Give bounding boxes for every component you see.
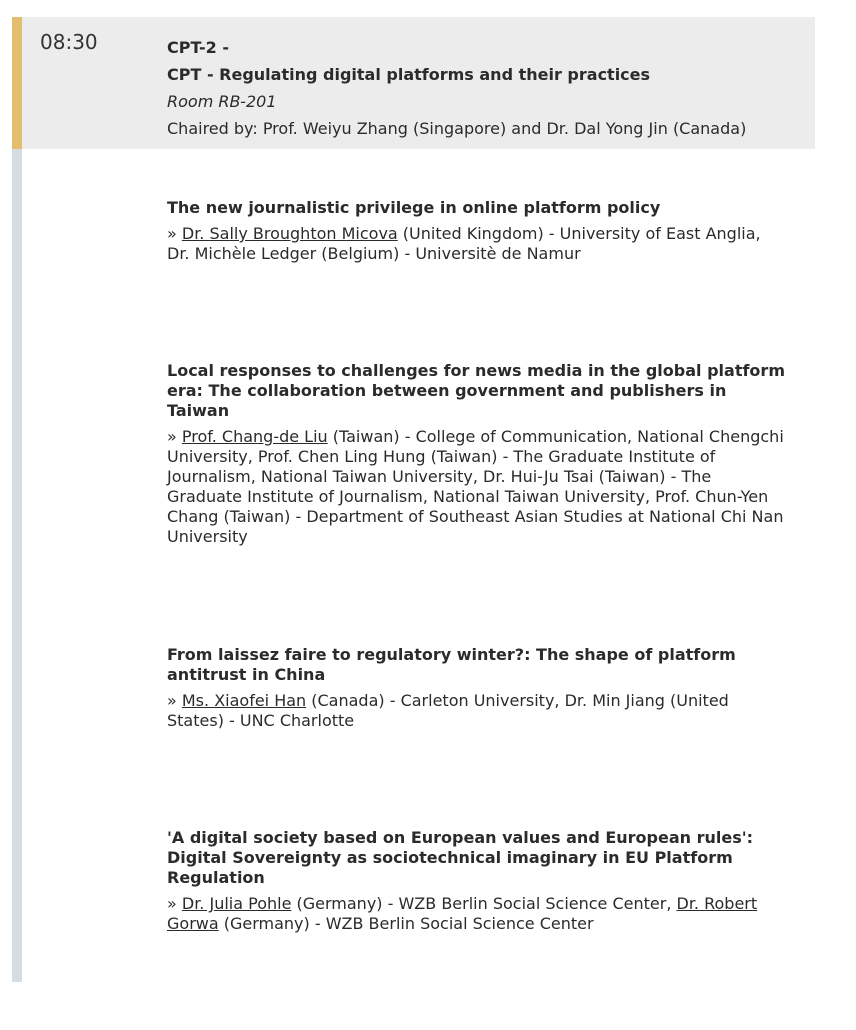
- session-time: 08:30: [40, 30, 98, 54]
- paper-authors: [167, 691, 787, 731]
- paper-authors: [167, 427, 787, 547]
- paper-authors-rest: (Germany) - WZB Berlin Social Science Center,: [291, 894, 677, 913]
- presenter-link[interactable]: Dr. Julia Pohle: [181, 894, 292, 913]
- paper-authors-prefix: »: [167, 224, 182, 243]
- presenter-link[interactable]: Dr. Sally Broughton Micova: [181, 224, 398, 243]
- paper-title: 'A digital society based on European values and European rules': Digital Sovereignty as sociotechnical imaginary in EU Platform Regulation: [167, 828, 754, 887]
- paper-authors-rest: (United Kingdom) - University of East Anglia, Dr. Michèle Ledger (Belgium) - Universitè de Namur: [167, 224, 761, 263]
- presenter-link[interactable]: Prof. Chang-de Liu: [181, 427, 328, 446]
- session-code: CPT-2 -: [167, 38, 230, 57]
- coauthor-link[interactable]: Dr. Robert Gorwa: [167, 894, 758, 933]
- session-chairs: Chaired by: Prof. Weiyu Zhang (Singapore) and Dr. Dal Yong Jin (Canada): [167, 119, 747, 138]
- paper-authors-prefix: »: [167, 427, 182, 446]
- paper-authors-rest: (Germany) - WZB Berlin Social Science Center: [218, 914, 594, 933]
- paper-authors-rest: (Canada) - Carleton University, Dr. Min Jiang (United States) - UNC Charlotte: [167, 691, 729, 730]
- paper-item: [167, 361, 787, 547]
- paper-item: [167, 828, 787, 934]
- session-rail: [12, 149, 22, 982]
- paper-authors: [167, 224, 787, 264]
- paper-authors-prefix: »: [167, 894, 182, 913]
- presenter-link[interactable]: Ms. Xiaofei Han: [181, 691, 307, 710]
- paper-item: [167, 645, 787, 731]
- session-room: Room RB-201: [167, 92, 277, 111]
- paper-title: Local responses to challenges for news media in the global platform era: The collaboration between government and publishers in Taiwan: [167, 361, 785, 420]
- paper-authors-rest: (Taiwan) - College of Communication, National Chengchi University, Prof. Chen Ling Hung (Taiwan) - The Graduate Institute of Journalism, National Taiwan University, Dr. Hui-Ju Tsai (Taiwan) - The Graduate Institute of Journalism, National Taiwan University, Prof. Chun-Yen Chang (Taiwan) - Department of Southeast Asian Studies at National Chi Nan University: [167, 427, 784, 546]
- session-accent-bar: [12, 17, 22, 149]
- paper-title: From laissez faire to regulatory winter?: The shape of platform antitrust in China: [167, 645, 736, 684]
- session-title: CPT - Regulating digital platforms and their practices: [167, 65, 651, 84]
- paper-authors-prefix: »: [167, 691, 182, 710]
- paper-item: [167, 198, 787, 264]
- paper-title: The new journalistic privilege in online platform policy: [167, 198, 661, 217]
- session-info: [167, 34, 807, 142]
- paper-authors: [167, 894, 787, 934]
